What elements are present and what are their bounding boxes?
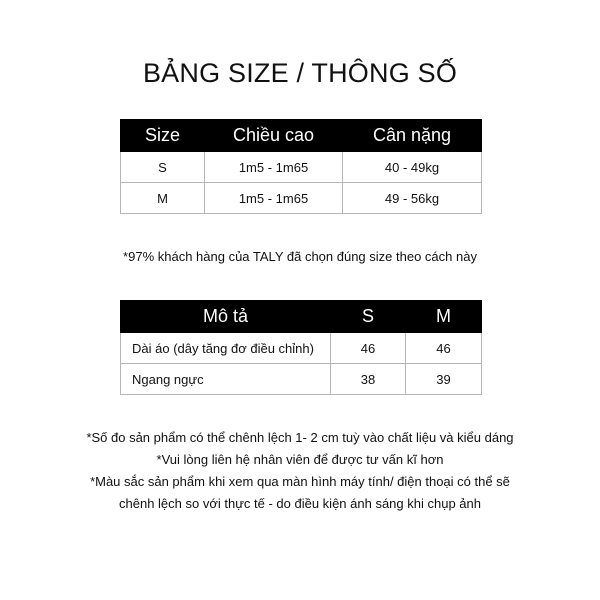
size-table [120, 119, 482, 214]
header-height: Chiều cao [205, 120, 343, 152]
table-row [121, 364, 482, 395]
table-row [121, 333, 482, 364]
table-row [121, 183, 482, 214]
note-line: *Màu sắc sản phẩm khi xem qua màn hình máy tính/ điện thoại có thể sẽ [90, 474, 510, 489]
cell-description: Dài áo (dây tăng đơ điều chỉnh) [121, 333, 331, 364]
cell-m: 39 [406, 364, 482, 395]
page-title: BẢNG SIZE / THÔNG SỐ [142, 58, 458, 88]
size-note: *97% khách hàng của TALY đã chọn đúng size theo cách này [123, 249, 477, 264]
cell-description: Ngang ngực [121, 364, 331, 395]
cell-size: S [121, 152, 205, 183]
cell-size: M [121, 183, 205, 214]
notes-block [0, 427, 600, 515]
header-description: Mô tả [121, 301, 331, 333]
cell-s: 46 [331, 333, 406, 364]
measure-table [120, 300, 482, 395]
header-size: Size [121, 120, 205, 152]
note-line: chênh lệch so với thực tế - do điều kiện ánh sáng khi chụp ảnh [119, 496, 481, 511]
cell-weight: 40 - 49kg [343, 152, 482, 183]
note-line: *Vui lòng liên hệ nhân viên để được tư vấn kĩ hơn [156, 452, 444, 467]
header-m: M [406, 301, 482, 333]
header-weight: Cân nặng [343, 120, 482, 152]
cell-m: 46 [406, 333, 482, 364]
size-table-header [121, 120, 482, 152]
cell-weight: 49 - 56kg [343, 183, 482, 214]
cell-height: 1m5 - 1m65 [205, 183, 343, 214]
note-line: *Số đo sản phẩm có thể chênh lệch 1- 2 cm tuỳ vào chất liệu và kiểu dáng [86, 430, 514, 445]
cell-s: 38 [331, 364, 406, 395]
cell-height: 1m5 - 1m65 [205, 152, 343, 183]
header-s: S [331, 301, 406, 333]
measure-table-header [121, 301, 482, 333]
table-row [121, 152, 482, 183]
